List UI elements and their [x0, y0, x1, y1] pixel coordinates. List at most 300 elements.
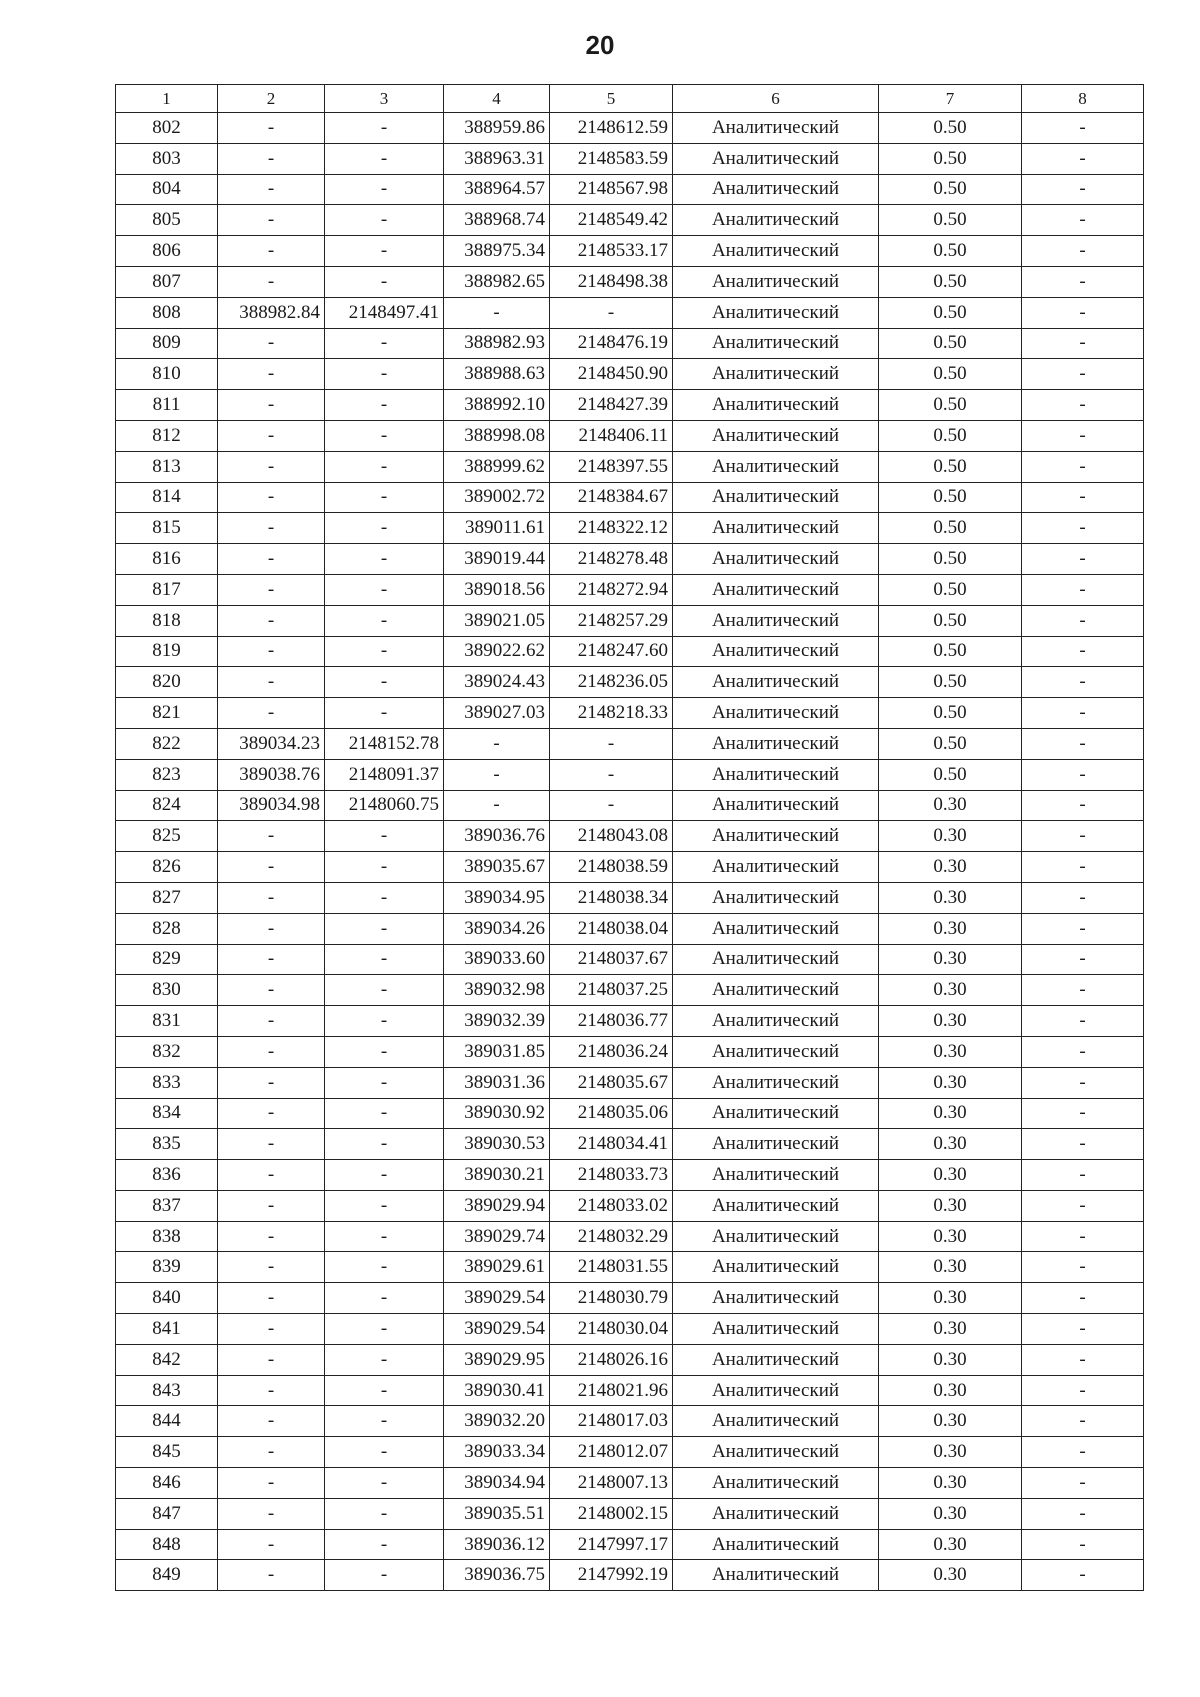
y-coord-cell: 2148497.41 [325, 297, 444, 328]
y-coord-cell: 2148612.59 [550, 113, 673, 144]
note-cell: - [1022, 1283, 1144, 1314]
note-cell: - [1022, 328, 1144, 359]
note-cell: - [1022, 451, 1144, 482]
point-number-cell: 830 [116, 975, 218, 1006]
x-coord-cell: 389029.54 [444, 1283, 550, 1314]
accuracy-cell: 0.50 [879, 174, 1022, 205]
method-cell: Аналитический [673, 1314, 879, 1345]
note-cell: - [1022, 698, 1144, 729]
y-coord-cell: - [325, 390, 444, 421]
method-cell: Аналитический [673, 1498, 879, 1529]
method-cell: Аналитический [673, 544, 879, 575]
y-coord-cell: - [325, 605, 444, 636]
y-coord-cell: - [325, 266, 444, 297]
column-header-1: 1 [116, 85, 218, 113]
y-coord-cell: 2148035.06 [550, 1098, 673, 1129]
point-number-cell: 813 [116, 451, 218, 482]
table-row [116, 821, 1144, 852]
note-cell: - [1022, 1067, 1144, 1098]
x-coord-cell: - [218, 698, 325, 729]
table-row [116, 913, 1144, 944]
point-number-cell: 834 [116, 1098, 218, 1129]
column-header-3: 3 [325, 85, 444, 113]
note-cell: - [1022, 1406, 1144, 1437]
accuracy-cell: 0.50 [879, 728, 1022, 759]
y-coord-cell: - [325, 420, 444, 451]
method-cell: Аналитический [673, 1560, 879, 1591]
accuracy-cell: 0.30 [879, 1375, 1022, 1406]
point-number-cell: 840 [116, 1283, 218, 1314]
point-number-cell: 809 [116, 328, 218, 359]
x-coord-cell: 388992.10 [444, 390, 550, 421]
point-number-cell: 810 [116, 359, 218, 390]
note-cell: - [1022, 266, 1144, 297]
method-cell: Аналитический [673, 1283, 879, 1314]
table-row [116, 1036, 1144, 1067]
note-cell: - [1022, 1560, 1144, 1591]
x-coord-cell: 389034.26 [444, 913, 550, 944]
point-number-cell: 814 [116, 482, 218, 513]
accuracy-cell: 0.30 [879, 1406, 1022, 1437]
accuracy-cell: 0.30 [879, 1498, 1022, 1529]
x-coord-cell: 389030.41 [444, 1375, 550, 1406]
accuracy-cell: 0.30 [879, 1160, 1022, 1191]
method-cell: Аналитический [673, 1529, 879, 1560]
y-coord-cell: 2148021.96 [550, 1375, 673, 1406]
x-coord-cell: - [444, 759, 550, 790]
accuracy-cell: 0.30 [879, 1098, 1022, 1129]
point-number-cell: 848 [116, 1529, 218, 1560]
y-coord-cell: - [325, 1283, 444, 1314]
x-coord-cell: - [218, 1129, 325, 1160]
table-row [116, 1129, 1144, 1160]
column-header-8: 8 [1022, 85, 1144, 113]
x-coord-cell: 389033.34 [444, 1437, 550, 1468]
x-coord-cell: 389031.85 [444, 1036, 550, 1067]
table-row [116, 359, 1144, 390]
note-cell: - [1022, 1221, 1144, 1252]
table-row [116, 1283, 1144, 1314]
y-coord-cell: - [325, 574, 444, 605]
method-cell: Аналитический [673, 1067, 879, 1098]
table-row [116, 574, 1144, 605]
x-coord-cell: 389029.95 [444, 1344, 550, 1375]
table-row [116, 390, 1144, 421]
x-coord-cell: 389021.05 [444, 605, 550, 636]
note-cell: - [1022, 113, 1144, 144]
y-coord-cell: 2148257.29 [550, 605, 673, 636]
accuracy-cell: 0.50 [879, 482, 1022, 513]
x-coord-cell: - [218, 174, 325, 205]
method-cell: Аналитический [673, 390, 879, 421]
x-coord-cell: 389034.23 [218, 728, 325, 759]
point-number-cell: 824 [116, 790, 218, 821]
note-cell: - [1022, 790, 1144, 821]
accuracy-cell: 0.50 [879, 143, 1022, 174]
x-coord-cell: - [444, 790, 550, 821]
point-number-cell: 817 [116, 574, 218, 605]
accuracy-cell: 0.30 [879, 1006, 1022, 1037]
note-cell: - [1022, 359, 1144, 390]
table-row [116, 236, 1144, 267]
table-row [116, 451, 1144, 482]
accuracy-cell: 0.30 [879, 1529, 1022, 1560]
accuracy-cell: 0.30 [879, 821, 1022, 852]
point-number-cell: 807 [116, 266, 218, 297]
x-coord-cell: 389036.76 [444, 821, 550, 852]
note-cell: - [1022, 1160, 1144, 1191]
method-cell: Аналитический [673, 1375, 879, 1406]
y-coord-cell: - [325, 1190, 444, 1221]
method-cell: Аналитический [673, 667, 879, 698]
accuracy-cell: 0.30 [879, 975, 1022, 1006]
y-coord-cell: 2148035.67 [550, 1067, 673, 1098]
x-coord-cell: 389030.53 [444, 1129, 550, 1160]
x-coord-cell: 389034.98 [218, 790, 325, 821]
accuracy-cell: 0.50 [879, 544, 1022, 575]
x-coord-cell: 389038.76 [218, 759, 325, 790]
y-coord-cell: - [325, 1406, 444, 1437]
column-header-4: 4 [444, 85, 550, 113]
y-coord-cell: 2148026.16 [550, 1344, 673, 1375]
method-cell: Аналитический [673, 420, 879, 451]
note-cell: - [1022, 667, 1144, 698]
table-row [116, 667, 1144, 698]
x-coord-cell: 388982.84 [218, 297, 325, 328]
note-cell: - [1022, 944, 1144, 975]
accuracy-cell: 0.30 [879, 1560, 1022, 1591]
y-coord-cell: 2148384.67 [550, 482, 673, 513]
x-coord-cell: 389035.51 [444, 1498, 550, 1529]
table-row [116, 113, 1144, 144]
method-cell: Аналитический [673, 205, 879, 236]
y-coord-cell: 2148002.15 [550, 1498, 673, 1529]
method-cell: Аналитический [673, 852, 879, 883]
y-coord-cell: - [325, 1437, 444, 1468]
y-coord-cell: 2148032.29 [550, 1221, 673, 1252]
x-coord-cell: 389030.21 [444, 1160, 550, 1191]
method-cell: Аналитический [673, 1098, 879, 1129]
column-header-5: 5 [550, 85, 673, 113]
y-coord-cell: - [325, 1344, 444, 1375]
method-cell: Аналитический [673, 1190, 879, 1221]
accuracy-cell: 0.30 [879, 882, 1022, 913]
y-coord-cell: - [325, 1314, 444, 1345]
method-cell: Аналитический [673, 451, 879, 482]
accuracy-cell: 0.50 [879, 698, 1022, 729]
y-coord-cell: - [325, 482, 444, 513]
y-coord-cell: - [325, 913, 444, 944]
x-coord-cell: - [218, 667, 325, 698]
y-coord-cell: 2148152.78 [325, 728, 444, 759]
y-coord-cell: - [325, 636, 444, 667]
y-coord-cell: 2148030.04 [550, 1314, 673, 1345]
x-coord-cell: 389035.67 [444, 852, 550, 883]
y-coord-cell: - [550, 728, 673, 759]
accuracy-cell: 0.50 [879, 420, 1022, 451]
y-coord-cell: 2148036.24 [550, 1036, 673, 1067]
note-cell: - [1022, 1344, 1144, 1375]
y-coord-cell: 2148272.94 [550, 574, 673, 605]
x-coord-cell: 389032.20 [444, 1406, 550, 1437]
x-coord-cell: - [218, 1221, 325, 1252]
y-coord-cell: - [325, 1221, 444, 1252]
x-coord-cell: 388999.62 [444, 451, 550, 482]
point-number-cell: 826 [116, 852, 218, 883]
x-coord-cell: 388998.08 [444, 420, 550, 451]
y-coord-cell: - [325, 944, 444, 975]
accuracy-cell: 0.30 [879, 790, 1022, 821]
method-cell: Аналитический [673, 174, 879, 205]
point-number-cell: 845 [116, 1437, 218, 1468]
table-row [116, 1468, 1144, 1499]
table-row [116, 1344, 1144, 1375]
method-cell: Аналитический [673, 359, 879, 390]
point-number-cell: 831 [116, 1006, 218, 1037]
y-coord-cell: - [325, 1098, 444, 1129]
method-cell: Аналитический [673, 574, 879, 605]
point-number-cell: 808 [116, 297, 218, 328]
accuracy-cell: 0.30 [879, 1221, 1022, 1252]
y-coord-cell: - [325, 1560, 444, 1591]
point-number-cell: 812 [116, 420, 218, 451]
accuracy-cell: 0.50 [879, 297, 1022, 328]
note-cell: - [1022, 1036, 1144, 1067]
method-cell: Аналитический [673, 605, 879, 636]
y-coord-cell: - [325, 174, 444, 205]
method-cell: Аналитический [673, 113, 879, 144]
note-cell: - [1022, 1468, 1144, 1499]
point-number-cell: 836 [116, 1160, 218, 1191]
point-number-cell: 838 [116, 1221, 218, 1252]
method-cell: Аналитический [673, 1468, 879, 1499]
x-coord-cell: 389029.54 [444, 1314, 550, 1345]
point-number-cell: 846 [116, 1468, 218, 1499]
note-cell: - [1022, 759, 1144, 790]
table-row [116, 513, 1144, 544]
y-coord-cell: - [325, 852, 444, 883]
point-number-cell: 847 [116, 1498, 218, 1529]
note-cell: - [1022, 636, 1144, 667]
method-cell: Аналитический [673, 636, 879, 667]
table-row [116, 482, 1144, 513]
x-coord-cell: - [218, 1468, 325, 1499]
y-coord-cell: - [550, 759, 673, 790]
x-coord-cell: 388964.57 [444, 174, 550, 205]
x-coord-cell: - [218, 451, 325, 482]
note-cell: - [1022, 882, 1144, 913]
table-row [116, 174, 1144, 205]
note-cell: - [1022, 420, 1144, 451]
x-coord-cell: 389036.75 [444, 1560, 550, 1591]
x-coord-cell: - [218, 1529, 325, 1560]
x-coord-cell: - [218, 482, 325, 513]
accuracy-cell: 0.50 [879, 513, 1022, 544]
point-number-cell: 841 [116, 1314, 218, 1345]
method-cell: Аналитический [673, 1006, 879, 1037]
y-coord-cell: - [325, 513, 444, 544]
accuracy-cell: 0.50 [879, 759, 1022, 790]
y-coord-cell: - [325, 1160, 444, 1191]
y-coord-cell: - [325, 328, 444, 359]
x-coord-cell: - [218, 1406, 325, 1437]
x-coord-cell: 389002.72 [444, 482, 550, 513]
y-coord-cell: 2148034.41 [550, 1129, 673, 1160]
point-number-cell: 829 [116, 944, 218, 975]
x-coord-cell: - [444, 297, 550, 328]
note-cell: - [1022, 1375, 1144, 1406]
method-cell: Аналитический [673, 143, 879, 174]
accuracy-cell: 0.50 [879, 574, 1022, 605]
point-number-cell: 828 [116, 913, 218, 944]
page-number: 20 [585, 30, 615, 60]
point-number-cell: 849 [116, 1560, 218, 1591]
point-number-cell: 806 [116, 236, 218, 267]
y-coord-cell: - [325, 882, 444, 913]
table-row [116, 882, 1144, 913]
method-cell: Аналитический [673, 1437, 879, 1468]
y-coord-cell: - [325, 205, 444, 236]
y-coord-cell: - [325, 1036, 444, 1067]
method-cell: Аналитический [673, 1160, 879, 1191]
method-cell: Аналитический [673, 975, 879, 1006]
y-coord-cell: - [325, 1129, 444, 1160]
method-cell: Аналитический [673, 913, 879, 944]
column-header-6: 6 [673, 85, 879, 113]
note-cell: - [1022, 1498, 1144, 1529]
x-coord-cell: 388975.34 [444, 236, 550, 267]
method-cell: Аналитический [673, 328, 879, 359]
y-coord-cell: - [550, 790, 673, 821]
y-coord-cell: - [325, 236, 444, 267]
x-coord-cell: 389018.56 [444, 574, 550, 605]
accuracy-cell: 0.30 [879, 1252, 1022, 1283]
x-coord-cell: - [218, 821, 325, 852]
y-coord-cell: - [325, 1067, 444, 1098]
accuracy-cell: 0.50 [879, 451, 1022, 482]
point-number-cell: 819 [116, 636, 218, 667]
x-coord-cell: - [218, 420, 325, 451]
x-coord-cell: - [218, 882, 325, 913]
x-coord-cell: - [218, 1283, 325, 1314]
method-cell: Аналитический [673, 1129, 879, 1160]
point-number-cell: 842 [116, 1344, 218, 1375]
y-coord-cell: - [325, 143, 444, 174]
note-cell: - [1022, 1252, 1144, 1283]
accuracy-cell: 0.50 [879, 328, 1022, 359]
note-cell: - [1022, 852, 1144, 883]
method-cell: Аналитический [673, 1036, 879, 1067]
point-number-cell: 833 [116, 1067, 218, 1098]
x-coord-cell: 388982.65 [444, 266, 550, 297]
x-coord-cell: 388959.86 [444, 113, 550, 144]
point-number-cell: 823 [116, 759, 218, 790]
x-coord-cell: 388982.93 [444, 328, 550, 359]
y-coord-cell: 2148007.13 [550, 1468, 673, 1499]
table-row [116, 1560, 1144, 1591]
y-coord-cell: 2148549.42 [550, 205, 673, 236]
method-cell: Аналитический [673, 698, 879, 729]
accuracy-cell: 0.50 [879, 359, 1022, 390]
x-coord-cell: - [218, 143, 325, 174]
note-cell: - [1022, 174, 1144, 205]
x-coord-cell: - [218, 1375, 325, 1406]
note-cell: - [1022, 1529, 1144, 1560]
x-coord-cell: - [218, 944, 325, 975]
table-row [116, 1252, 1144, 1283]
y-coord-cell: 2148567.98 [550, 174, 673, 205]
table-row [116, 266, 1144, 297]
x-coord-cell: - [218, 1160, 325, 1191]
x-coord-cell: 389031.36 [444, 1067, 550, 1098]
y-coord-cell: 2148498.38 [550, 266, 673, 297]
point-number-cell: 839 [116, 1252, 218, 1283]
x-coord-cell: 389032.98 [444, 975, 550, 1006]
point-number-cell: 825 [116, 821, 218, 852]
point-number-cell: 821 [116, 698, 218, 729]
table-row [116, 1160, 1144, 1191]
y-coord-cell: 2148583.59 [550, 143, 673, 174]
x-coord-cell: 389027.03 [444, 698, 550, 729]
note-cell: - [1022, 482, 1144, 513]
point-number-cell: 803 [116, 143, 218, 174]
y-coord-cell: 2148060.75 [325, 790, 444, 821]
method-cell: Аналитический [673, 1221, 879, 1252]
table-row [116, 205, 1144, 236]
table-row [116, 1190, 1144, 1221]
method-cell: Аналитический [673, 513, 879, 544]
accuracy-cell: 0.30 [879, 852, 1022, 883]
y-coord-cell: 2148406.11 [550, 420, 673, 451]
table-row [116, 1098, 1144, 1129]
accuracy-cell: 0.30 [879, 944, 1022, 975]
table-row [116, 1529, 1144, 1560]
y-coord-cell: 2148427.39 [550, 390, 673, 421]
method-cell: Аналитический [673, 266, 879, 297]
x-coord-cell: - [218, 113, 325, 144]
y-coord-cell: 2148017.03 [550, 1406, 673, 1437]
x-coord-cell: 389034.94 [444, 1468, 550, 1499]
table-row [116, 1375, 1144, 1406]
table-row [116, 420, 1144, 451]
x-coord-cell: 388963.31 [444, 143, 550, 174]
x-coord-cell: 388988.63 [444, 359, 550, 390]
accuracy-cell: 0.30 [879, 1344, 1022, 1375]
y-coord-cell: - [325, 821, 444, 852]
method-cell: Аналитический [673, 482, 879, 513]
y-coord-cell: - [325, 975, 444, 1006]
y-coord-cell: 2147992.19 [550, 1560, 673, 1591]
x-coord-cell: - [218, 1560, 325, 1591]
point-number-cell: 811 [116, 390, 218, 421]
coordinates-table [115, 84, 1144, 1591]
point-number-cell: 820 [116, 667, 218, 698]
y-coord-cell: 2148476.19 [550, 328, 673, 359]
accuracy-cell: 0.30 [879, 913, 1022, 944]
point-number-cell: 832 [116, 1036, 218, 1067]
accuracy-cell: 0.50 [879, 266, 1022, 297]
table-row [116, 790, 1144, 821]
accuracy-cell: 0.50 [879, 605, 1022, 636]
x-coord-cell: - [218, 205, 325, 236]
note-cell: - [1022, 605, 1144, 636]
x-coord-cell: - [218, 975, 325, 1006]
y-coord-cell: 2148037.67 [550, 944, 673, 975]
x-coord-cell: - [218, 1344, 325, 1375]
table-row [116, 975, 1144, 1006]
table-row [116, 944, 1144, 975]
method-cell: Аналитический [673, 1252, 879, 1283]
